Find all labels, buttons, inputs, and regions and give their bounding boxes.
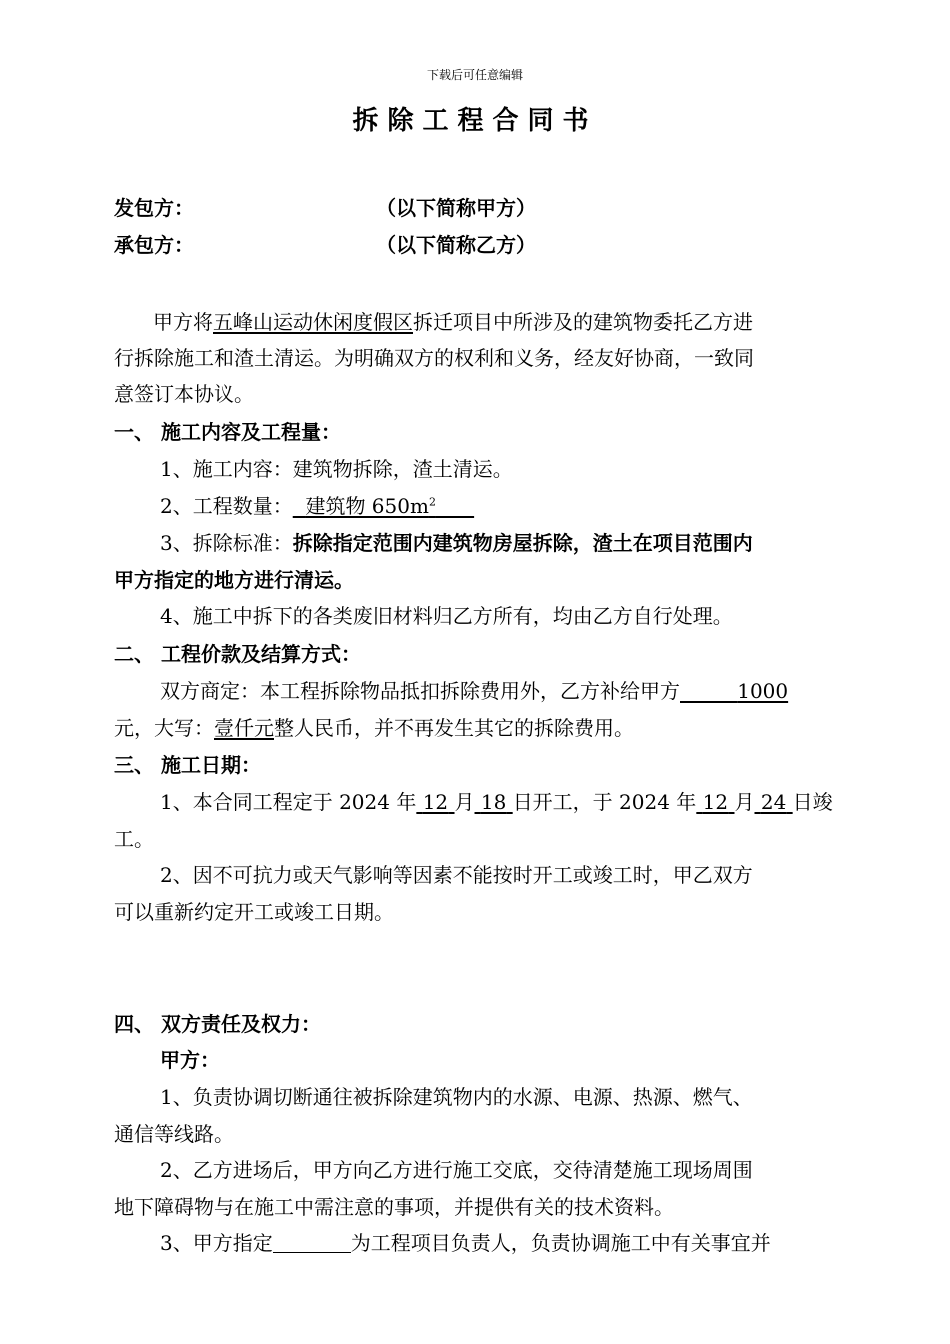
project-name: 五峰山运动休闲度假区: [213, 310, 413, 334]
end-day: 24: [760, 790, 787, 814]
section-3-item-1: 1、本合同工程定于 2024 年 12 月 18 日开工，于 2024 年 12 月 24 日竣: [160, 790, 833, 814]
section-4-heading: 四、 双方责任及权力：: [114, 1012, 321, 1036]
party-a-alias: （以下简称甲方）: [376, 196, 536, 220]
section-4-item-3: 3、甲方指定 为工程项目负责人，负责协调施工中有关事宜并: [160, 1231, 771, 1255]
responsible-person-blank: [273, 1232, 351, 1253]
section-2-line-1: 双方商定：本工程拆除物品抵扣拆除费用外，乙方补给甲方 1000: [160, 679, 789, 703]
section-1-heading: 一、 施工内容及工程量：: [114, 420, 341, 444]
intro-line-2: 行拆除施工和渣土清运。为明确双方的权利和义务，经友好协商，一致同: [114, 346, 754, 370]
party-a-label: 发包方：: [114, 196, 194, 220]
document-title: 拆除工程合同书: [352, 106, 598, 136]
section-3-item-2: 2、因不可抗力或天气影响等因素不能按时开工或竣工时，甲乙双方: [160, 863, 753, 887]
section-4-item-1-cont: 通信等线路。: [114, 1122, 234, 1146]
party-b-label: 承包方：: [114, 233, 194, 257]
section-3-item-2-cont: 可以重新约定开工或竣工日期。: [114, 900, 394, 924]
quantity-value: 建筑物 $650m^2$: [305, 494, 436, 518]
section-4-item-2-cont: 地下障碍物与在施工中需注意的事项，并提供有关的技术资料。: [114, 1195, 674, 1219]
start-month: 12: [422, 790, 449, 814]
section-1-item-1: 1、施工内容：建筑物拆除，渣土清运。: [160, 457, 513, 481]
header-note: 下载后可任意编辑: [426, 68, 523, 82]
section-4-item-2: 2、乙方进场后，甲方向乙方进行施工交底，交待清楚施工现场周围: [160, 1158, 753, 1182]
section-1-item-2: 2、工程数量： 建筑物 $650m^2$: [160, 493, 474, 519]
section-1-item-4: 4、施工中拆下的各类废旧材料归乙方所有，均由乙方自行处理。: [160, 604, 733, 628]
intro-line-1: 甲方将五峰山运动休闲度假区拆迁项目中所涉及的建筑物委托乙方进: [153, 310, 753, 334]
party-a-subheading: 甲方：: [160, 1048, 220, 1072]
section-2-heading: 二、 工程价款及结算方式：: [114, 642, 361, 666]
section-4-item-1: 1、负责协调切断通往被拆除建筑物内的水源、电源、热源、燃气、: [160, 1085, 753, 1109]
start-day: 18: [480, 790, 507, 814]
section-1-item-3-cont: 甲方指定的地方进行清运。: [114, 568, 354, 592]
amount-words: 壹仟元: [214, 716, 274, 740]
end-month: 12: [702, 790, 729, 814]
section-1-item-3: 3、拆除标准：拆除指定范围内建筑物房屋拆除，渣土在项目范围内: [160, 531, 753, 555]
section-3-heading: 三、 施工日期：: [114, 753, 261, 777]
party-b-alias: （以下简称乙方）: [376, 233, 536, 257]
amount-value: 1000: [737, 679, 789, 703]
section-2-line-2: 元，大写：壹仟元整人民币，并不再发生其它的拆除费用。: [114, 716, 634, 740]
section-3-item-1-cont: 工。: [114, 827, 154, 851]
intro-line-3: 意签订本协议。: [114, 382, 254, 406]
